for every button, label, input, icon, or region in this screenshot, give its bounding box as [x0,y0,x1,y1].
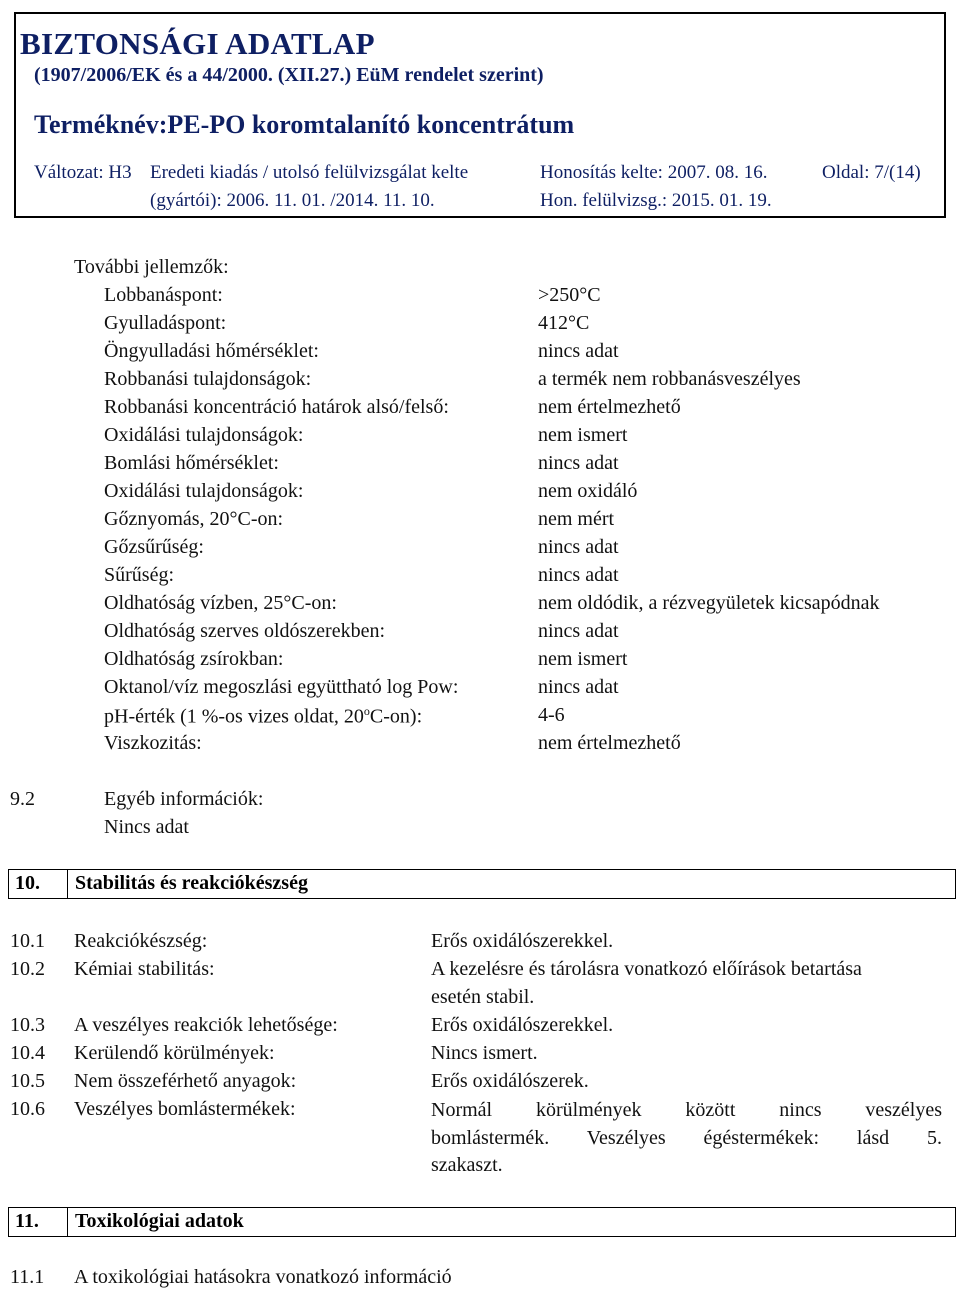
item-number: 10.6 [10,1098,45,1120]
property-label: Robbanási koncentráció határok alsó/felső: [104,396,449,418]
product-name-value: PE-PO koromtalanító koncentrátum [167,110,575,139]
ph-label-suffix: C-on): [369,705,423,728]
item-number: 10.4 [10,1042,45,1064]
edition-value: (gyártói): 2006. 11. 01. /2014. 11. 10. [150,190,435,211]
ph-label-superscript: o [363,704,370,718]
property-value: a termék nem robbanásveszélyes [538,368,801,390]
property-label: Gőzsűrűség: [104,536,204,558]
property-value: nem oxidáló [538,480,638,502]
property-label: Robbanási tulajdonságok: [104,368,312,390]
item-label: A veszélyes reakciók lehetősége: [74,1014,338,1036]
property-value: nincs adat [538,676,619,698]
property-label: Gyulladáspont: [104,312,227,334]
item-value-continued: esetén stabil. [431,986,535,1008]
property-label: Lobbanáspont: [104,284,223,306]
item-value: Nincs ismert. [431,1042,538,1064]
section-title: Stabilitás és reakciókészség [75,872,308,894]
property-label: Sűrűség: [104,564,174,586]
property-value: nincs adat [538,564,619,586]
section-10-header [8,869,956,899]
section-title: Toxikológiai adatok [75,1210,244,1232]
item-label: Nem összeférhető anyagok: [74,1070,297,1092]
property-label: Bomlási hőmérséklet: [104,452,279,474]
item-value-continued: szakaszt. [431,1154,503,1176]
property-label: Oldhatóság zsírokban: [104,648,284,670]
property-value: nem értelmezhető [538,732,681,754]
item-value: Erős oxidálószerekkel. [431,1014,614,1036]
item-value-continued: bomlástermék. Veszélyes égéstermékek: lásd 5. [431,1127,942,1149]
property-value: nincs adat [538,340,619,362]
property-label: Oktanol/víz megoszlási együttható log Pow: [104,676,459,698]
document-title: BIZTONSÁGI ADATLAP [20,26,375,61]
item-number: 11.1 [10,1266,45,1288]
property-value: >250°C [538,284,601,306]
revision-date: Hon. felülvizsg.: 2015. 01. 19. [540,190,772,211]
subsection-title: Egyéb információk: [104,788,264,810]
property-label: Oxidálási tulajdonságok: [104,424,304,446]
section-number: 10. [15,872,40,894]
property-value: nincs adat [538,620,619,642]
section-divider [67,1208,68,1236]
section-number: 11. [15,1210,39,1232]
property-label: Gőznyomás, 20°C-on: [104,508,284,530]
section-11-header [8,1207,956,1237]
property-value: nincs adat [538,452,619,474]
item-value: Erős oxidálószerek. [431,1070,589,1092]
item-label: Reakciókészség: [74,930,208,952]
property-label: Oldhatóság vízben, 25°C-on: [104,592,337,614]
property-label: Viszkozitás: [104,732,202,754]
properties-heading: További jellemzők: [74,256,229,278]
item-label: Kémiai stabilitás: [74,958,215,980]
property-value: 412°C [538,312,590,334]
property-label: Oldhatóság szerves oldószerekben: [104,620,386,642]
property-value: nem ismert [538,648,628,670]
regulation-subtitle: (1907/2006/EK és a 44/2000. (XII.27.) EüM rendelet szerint) [34,64,544,86]
ph-label-text: pH-érték (1 %-os vizes oldat, 20 [104,705,364,728]
adoption-date: Honosítás kelte: 2007. 08. 16. [540,162,768,183]
version-label: Változat: H3 [34,162,132,183]
section-divider [67,870,68,898]
property-value: nincs adat [538,536,619,558]
item-value: A kezelésre és tárolásra vonatkozó előírások betartása [431,958,862,980]
item-value: Erős oxidálószerekkel. [431,930,614,952]
subsection-value: Nincs adat [104,816,189,838]
page-number: Oldal: 7/(14) [822,162,921,183]
item-number: 10.2 [10,958,45,980]
property-label [104,704,422,729]
property-label: Oxidálási tulajdonságok: [104,480,304,502]
product-name [34,110,574,140]
item-number: 10.3 [10,1014,45,1036]
property-label: Öngyulladási hőmérséklet: [104,340,319,362]
edition-label: Eredeti kiadás / utolsó felülvizsgálat kelte [150,162,469,183]
item-label: Kerülendő körülmények: [74,1042,275,1064]
property-value: nem ismert [538,424,628,446]
product-prefix: Terméknév: [34,110,168,139]
item-number: 10.1 [10,930,45,952]
item-number: 10.5 [10,1070,45,1092]
property-value: nem mért [538,508,615,530]
item-value: Normál körülmények között nincs veszélyes [431,1099,942,1121]
property-value: nem értelmezhető [538,396,681,418]
item-label: Veszélyes bomlástermékek: [74,1098,296,1120]
property-value: 4-6 [538,704,565,726]
item-label: A toxikológiai hatásokra vonatkozó információ [74,1266,452,1288]
subsection-number: 9.2 [10,788,35,810]
property-value: nem oldódik, a rézvegyületek kicsapódnak [538,592,880,614]
